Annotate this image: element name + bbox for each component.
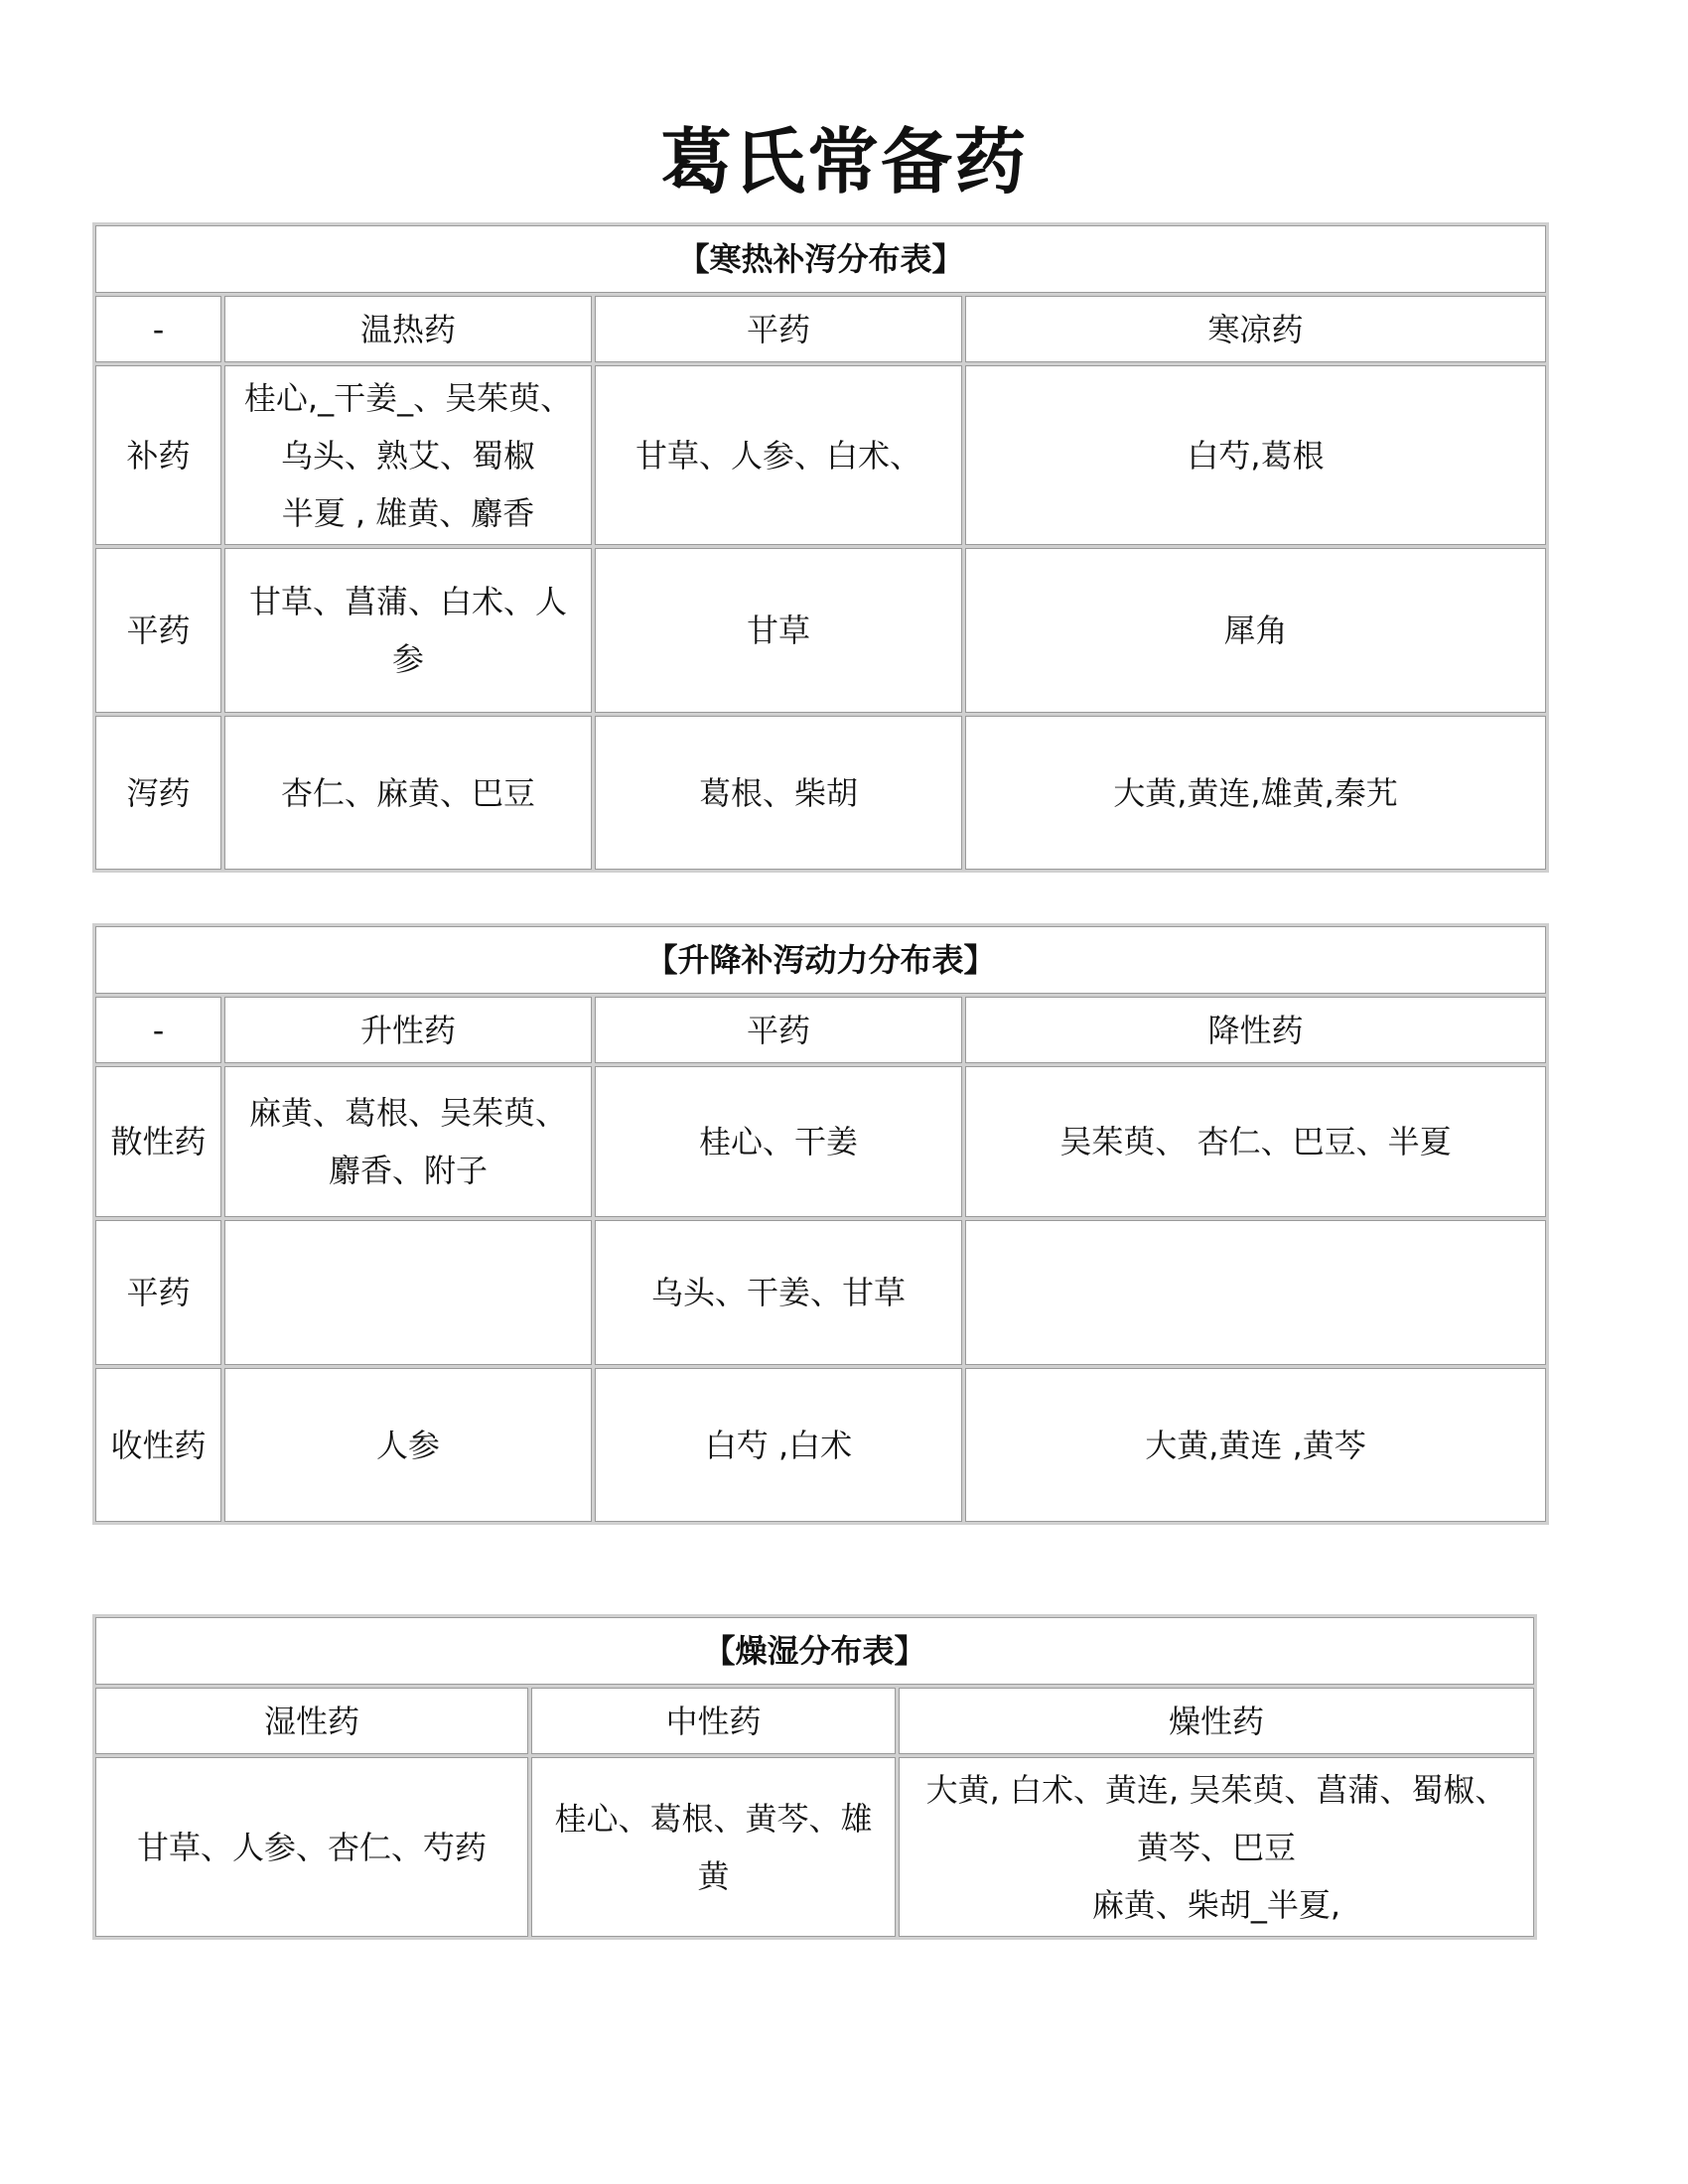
table-cell	[595, 1066, 962, 1217]
page-title: 葛氏常备药	[659, 120, 1028, 204]
table-cell	[224, 716, 592, 870]
corner-cell: -	[95, 997, 221, 1063]
cell-text: 犀角	[1223, 612, 1288, 649]
table-cell	[224, 1066, 592, 1217]
cell-text: 甘草、人参、杏仁、芍药	[136, 1828, 487, 1866]
cell-text: 麻黄、葛根、吴茱萸、 麝香、附子	[248, 1094, 567, 1189]
column-header: 燥性药	[899, 1688, 1534, 1754]
table-cell	[531, 1757, 896, 1937]
table-cell	[965, 1066, 1546, 1217]
table-cell	[595, 1368, 962, 1522]
cell-text: 桂心、葛根、黄芩、雄 黄	[554, 1799, 873, 1895]
table-cell	[965, 365, 1546, 545]
cell-text: 桂心、干姜	[698, 1123, 858, 1160]
cell-text: 桂心,_干姜_、吴茱萸、 乌头、熟艾、蜀椒 半夏 , 雄黄、麝香	[243, 378, 573, 532]
cell-text: 白芍 ,白术	[704, 1426, 853, 1464]
cell-text: 大黄,黄连,雄黄,秦艽	[1113, 773, 1398, 812]
table-caption: 【燥湿分布表】	[95, 1617, 1534, 1685]
table-cell	[899, 1757, 1534, 1937]
row-header: 补药	[95, 365, 221, 545]
table-cell	[595, 1220, 962, 1365]
row-header: 收性药	[95, 1368, 221, 1522]
table-caption: 【寒热补泻分布表】	[95, 225, 1546, 293]
table-cell	[595, 365, 962, 545]
cell-text: 甘草	[746, 612, 810, 649]
table-cell	[95, 1757, 528, 1937]
column-header: 湿性药	[95, 1688, 528, 1754]
row-header: 平药	[95, 548, 221, 713]
table-caption: 【升降补泻动力分布表】	[95, 926, 1546, 994]
cell-text: 甘草、菖蒲、白术、人 参	[248, 583, 567, 678]
column-header: 降性药	[965, 997, 1546, 1063]
cell-text: 葛根、柴胡	[698, 773, 858, 812]
cell-text: 白芍,葛根	[1187, 436, 1325, 475]
table-cell	[965, 548, 1546, 713]
column-header: 平药	[595, 997, 962, 1063]
cell-text: 乌头、干姜、甘草	[650, 1274, 906, 1311]
table-cell	[965, 1220, 1546, 1365]
table-cell	[224, 1368, 592, 1522]
row-header: 散性药	[95, 1066, 221, 1217]
cell-text: 大黄, 白术、黄连, 吴茱萸、菖蒲、蜀椒、 黄芩、巴豆 麻黄、柴胡_半夏,	[925, 1770, 1507, 1924]
cell-text: 人参	[375, 1426, 440, 1464]
table-cell	[224, 548, 592, 713]
table-cell	[595, 548, 962, 713]
cell-text: 杏仁、麻黄、巴豆	[280, 773, 535, 812]
row-header: 泻药	[95, 716, 221, 870]
column-header: 温热药	[224, 296, 592, 362]
column-header: 升性药	[224, 997, 592, 1063]
ascending-descending-table	[92, 923, 1549, 1525]
cold-heat-table	[92, 222, 1549, 873]
table-cell	[965, 716, 1546, 870]
table-cell	[595, 716, 962, 870]
column-header: 寒凉药	[965, 296, 1546, 362]
row-header: 平药	[95, 1220, 221, 1365]
column-header: 中性药	[531, 1688, 896, 1754]
column-header: 平药	[595, 296, 962, 362]
corner-cell: -	[95, 296, 221, 362]
table-cell	[965, 1368, 1546, 1522]
cell-text: 吴茱萸、 杏仁、巴豆、半夏	[1059, 1123, 1452, 1160]
dry-damp-table	[92, 1614, 1537, 1940]
cell-text: 甘草、人参、白术、	[634, 436, 921, 475]
table-cell	[224, 1220, 592, 1365]
table-cell	[224, 365, 592, 545]
cell-text: 大黄,黄连 ,黄芩	[1145, 1426, 1366, 1464]
